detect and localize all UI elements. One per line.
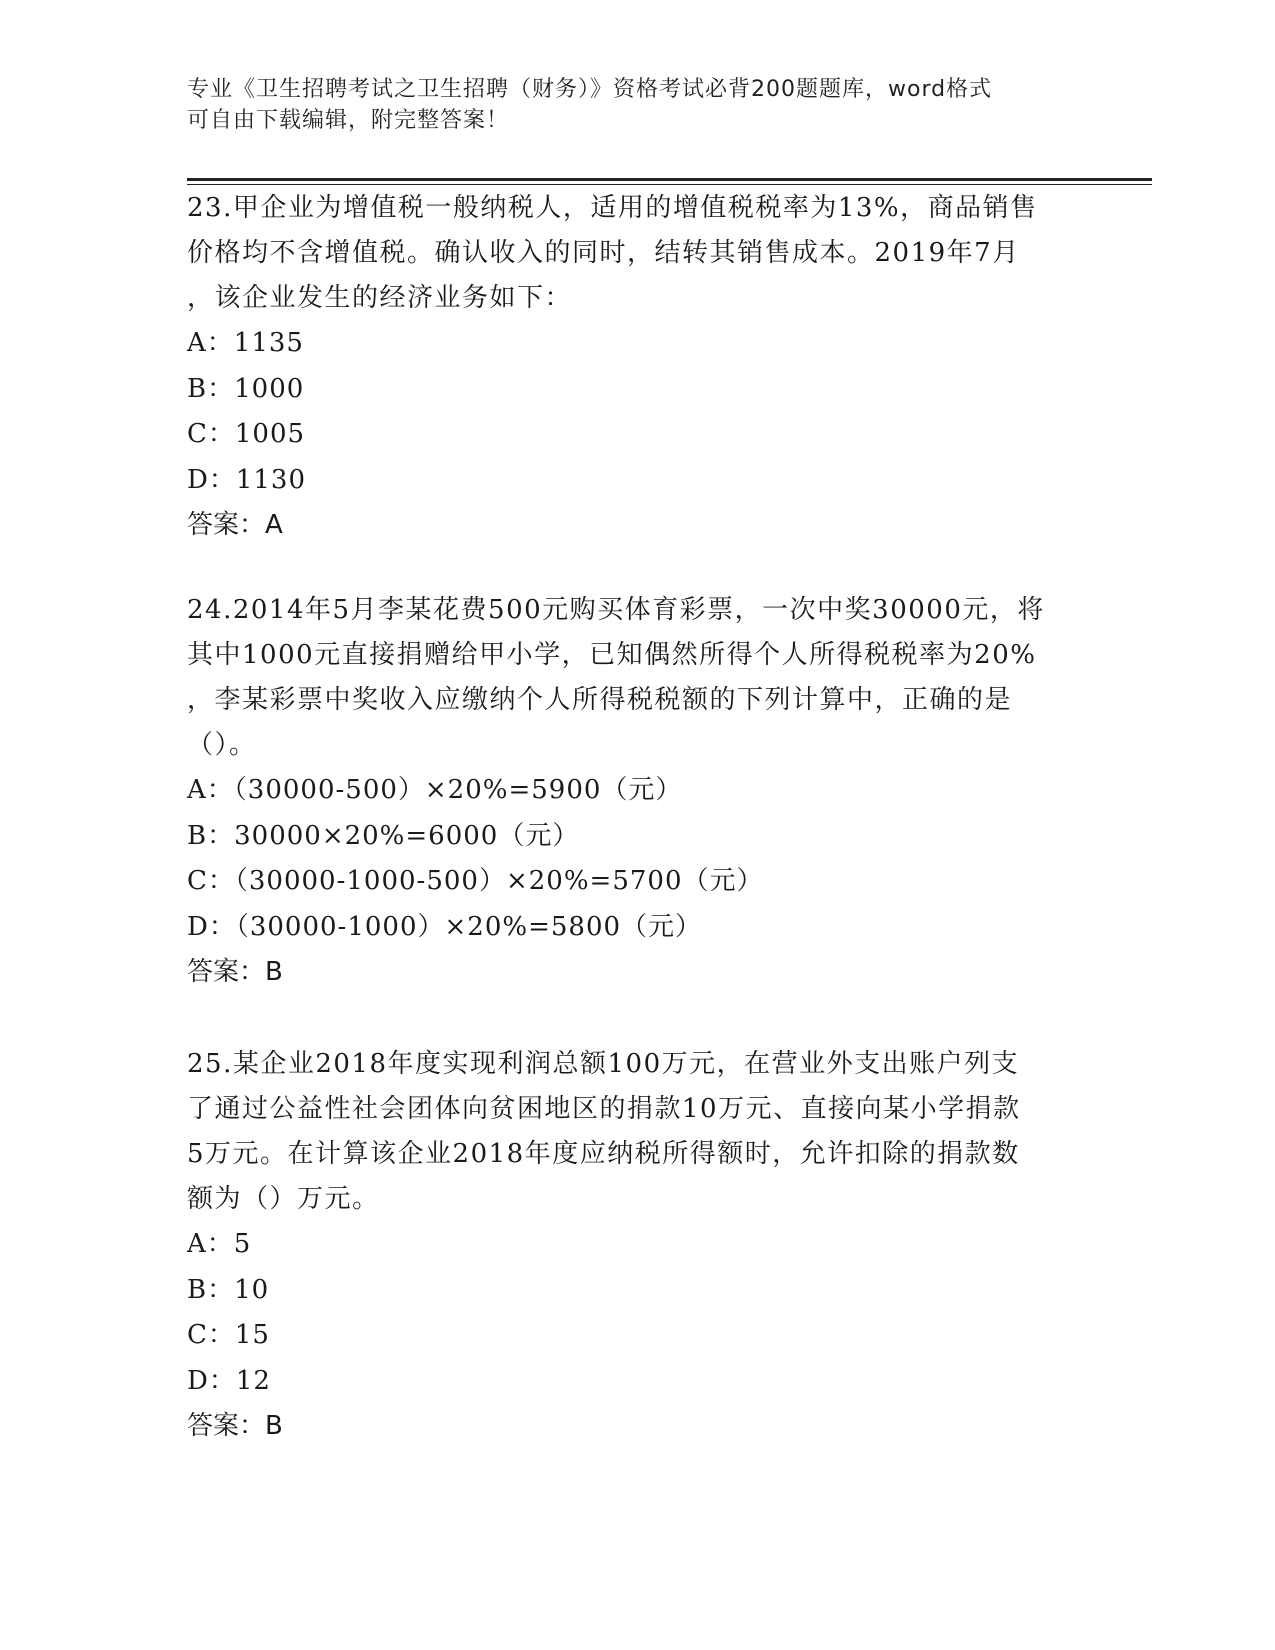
- header-divider-thick: [187, 178, 1152, 181]
- option-d: D：1130: [187, 464, 307, 495]
- question-stem: 25.某企业2018年度实现利润总额100万元，在营业外支出账户列支 了通过公益性社会团体向贫困地区的捐款10万元、直接向某小学捐款 5万元。在计算该企业2018年度应纳税所得额时，允许扣除的捐款数 额为（）万元。: [187, 1049, 1021, 1214]
- option-c: C：15: [187, 1320, 270, 1350]
- option-d: D：12: [187, 1365, 271, 1396]
- question-stem: 24.2014年5月李某花费500元购买体育彩票，一次中奖30000元，将 其中1000元直接捐赠给甲小学，已知偶然所得个人所得税税率为20% ，李某彩票中奖收入应缴纳个人所得税税额的下列计算中，正确的是 （）。: [187, 595, 1045, 760]
- document-header: 专业《卫生招聘考试之卫生招聘（财务）》资格考试必背200题题库，word格式 可自由下载编辑，附完整答案！: [187, 77, 993, 133]
- option-b: B：1000: [187, 373, 305, 404]
- question-23: [187, 186, 1087, 548]
- question-24: [187, 588, 1087, 995]
- option-b: B：10: [187, 1274, 270, 1305]
- answer-line: 答案：A: [187, 510, 283, 540]
- option-c: C：1005: [187, 419, 306, 449]
- answer-line: 答案：B: [187, 1411, 283, 1441]
- header-divider-thin: [187, 184, 1152, 185]
- question-25: [187, 1042, 1087, 1449]
- option-a: A：5: [187, 1229, 252, 1259]
- answer-line: 答案：B: [187, 957, 283, 987]
- option-b: B：30000×20%=6000（元）: [187, 820, 580, 851]
- option-a: A：（30000-500）×20%=5900（元）: [187, 775, 683, 805]
- option-d: D：（30000-1000）×20%=5800（元）: [187, 911, 703, 942]
- option-c: C：（30000-1000-500）×20%=5700（元）: [187, 866, 764, 896]
- option-a: A：1135: [187, 328, 304, 358]
- question-stem: 23.甲企业为增值税一般纳税人，适用的增值税税率为13%，商品销售 价格均不含增值税。确认收入的同时，结转其销售成本。2019年7月 ，该企业发生的经济业务如下：: [187, 193, 1038, 313]
